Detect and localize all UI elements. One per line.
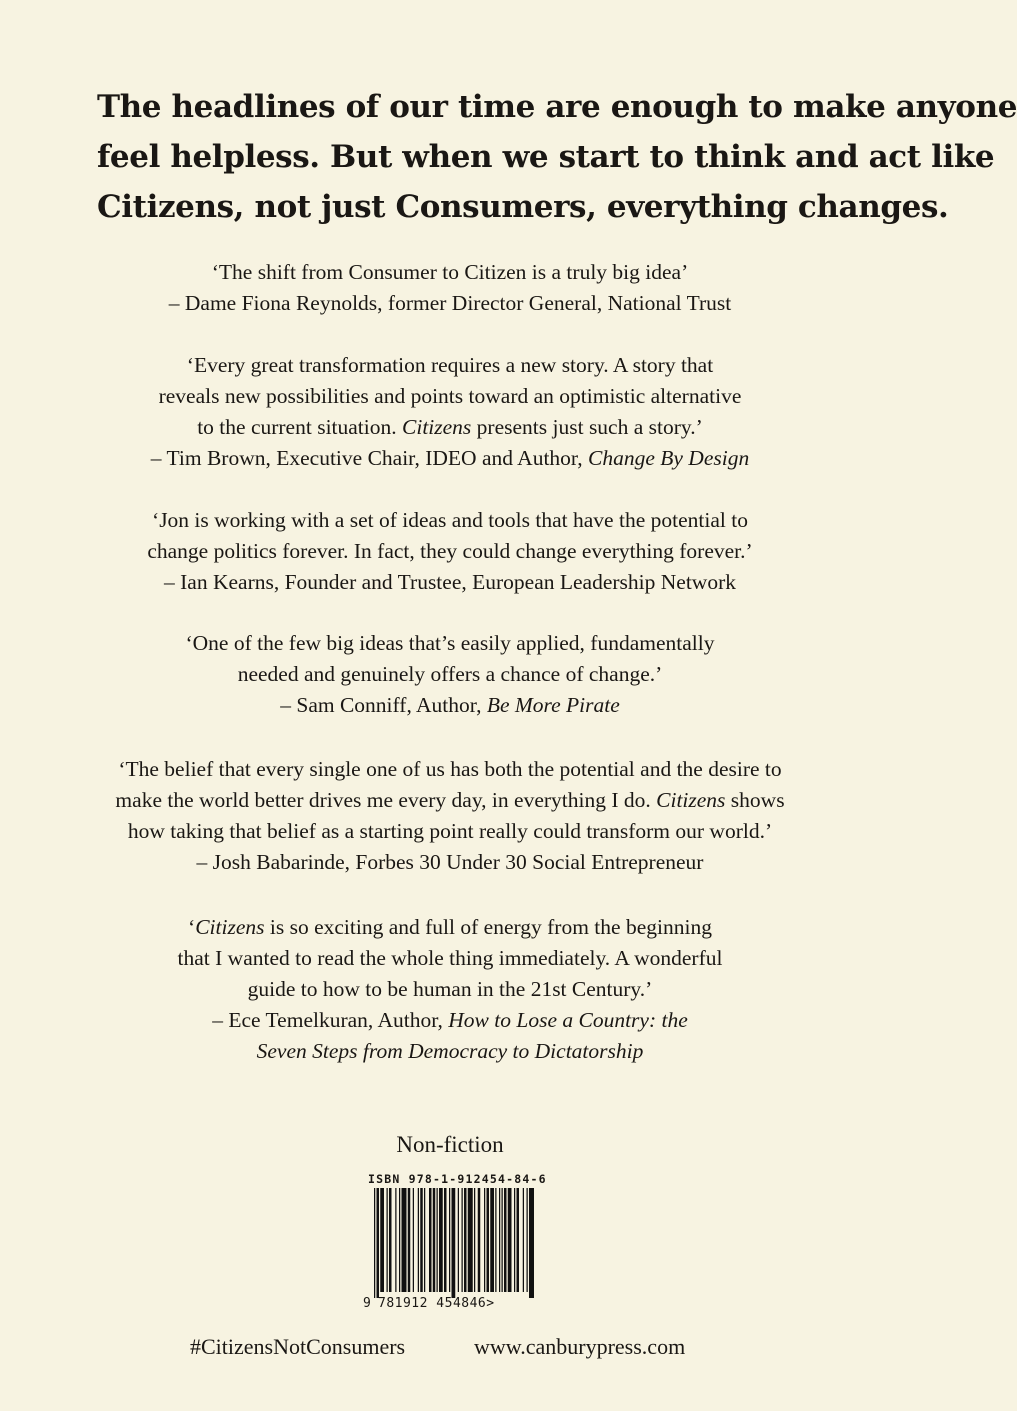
barcode-bar [527, 1188, 528, 1292]
barcode-bar [424, 1188, 425, 1292]
isbn-barcode [360, 1172, 547, 1318]
book-title: Change By Design [587, 446, 750, 470]
quote-text: ‘The shift from Consumer to Citizen is a truly big idea’ [211, 260, 689, 284]
quote-attribution: – Sam Conniff, Author, Be More Pirate [280, 693, 620, 717]
book-title: Citizens [402, 415, 472, 439]
isbn-label: ISBN 978-1-912454-84-6 [368, 1172, 547, 1186]
barcode-bar [514, 1188, 515, 1292]
quote-text: reveals new possibilities and points toward an optimistic alternative [158, 384, 742, 408]
quote-text: make the world better drives me every day, in everything I do. Citizens shows [115, 788, 785, 812]
barcode-bar [444, 1188, 447, 1292]
website-url[interactable]: www.canburypress.com [474, 1334, 686, 1359]
barcode-bar [487, 1188, 490, 1292]
barcode-bar [508, 1188, 512, 1292]
barcode-bar [484, 1188, 485, 1292]
book-title: Seven Steps from Democracy to Dictatorship [256, 1039, 644, 1063]
endorsement-temelkuran [0, 912, 900, 1067]
barcode-bar [380, 1188, 384, 1292]
barcode-bar [452, 1188, 456, 1298]
barcode-bar [399, 1188, 400, 1292]
barcode-bar [458, 1188, 459, 1292]
barcode-bar [437, 1188, 438, 1292]
quote-text: ‘Citizens is so exciting and full of energy from the beginning [188, 915, 712, 939]
endorsement-kearns [0, 505, 900, 598]
quote-text: ‘One of the few big ideas that’s easily applied, fundamentally [185, 631, 715, 655]
book-title: Citizens [656, 788, 726, 812]
book-title: Citizens [195, 915, 265, 939]
barcode-bar [468, 1188, 473, 1292]
barcode-bar [478, 1188, 481, 1292]
barcode-bar [439, 1188, 443, 1292]
barcode-bar [377, 1188, 380, 1298]
barcode-bar [374, 1188, 375, 1298]
endorsement-brown [0, 350, 900, 474]
barcode-bar [523, 1188, 524, 1292]
barcode-bar [462, 1188, 463, 1292]
barcode-bar [517, 1188, 520, 1292]
headline-line: feel helpless. But when we start to think and act like [97, 139, 995, 175]
barcode-bar [402, 1188, 407, 1292]
barcode-bar [433, 1188, 436, 1292]
quote-text: needed and genuinely offers a chance of change.’ [237, 662, 663, 686]
quote-attribution: – Dame Fiona Reynolds, former Director General, National Trust [168, 291, 732, 315]
endorsement-reynolds [0, 257, 900, 319]
quote-text: ‘Jon is working with a set of ideas and tools that have the potential to [152, 508, 748, 532]
barcode-bar [429, 1188, 432, 1292]
endorsement-babarinde [0, 754, 900, 878]
quote-attribution [0, 1036, 900, 1067]
barcode-digits: 781912 454846> [378, 1296, 495, 1311]
barcode-bar [495, 1188, 496, 1292]
quote-text: ‘The belief that every single one of us has both the potential and the desire to [118, 757, 782, 781]
barcode-bar [474, 1188, 475, 1292]
quote-attribution: – Ece Temelkuran, Author, How to Lose a Country: the [212, 1008, 688, 1032]
quote-text: ‘Every great transformation requires a new story. A story that [186, 353, 714, 377]
barcode-bar [418, 1188, 419, 1292]
quote-text: change politics forever. In fact, they could change everything forever.’ [147, 539, 753, 563]
barcode-bar [529, 1188, 534, 1298]
barcode-lead-digit: 9 [363, 1296, 372, 1311]
barcode-bar [387, 1188, 388, 1292]
book-title: How to Lose a Country: the [448, 1008, 688, 1032]
hashtag: #CitizensNotConsumers [190, 1334, 406, 1359]
barcode-bar [449, 1188, 450, 1292]
barcode-bar [464, 1188, 467, 1292]
endorsement-conniff [0, 628, 900, 721]
genre-label: Non-fiction [396, 1132, 504, 1157]
quote-text: guide to how to be human in the 21st Century.’ [247, 977, 653, 1001]
book-title: Be More Pirate [486, 693, 620, 717]
headline [97, 82, 1017, 232]
headline-line: The headlines of our time are enough to make anyone [97, 89, 1017, 125]
barcode-bar [502, 1188, 503, 1292]
quote-text: how taking that belief as a starting point really could transform our world.’ [127, 819, 773, 843]
barcode-bar [499, 1188, 500, 1292]
barcode-bar [504, 1188, 507, 1292]
quote-text: to the current situation. Citizens presents just such a story.’ [197, 415, 703, 439]
barcode-bar [408, 1188, 411, 1292]
barcode-bar [395, 1188, 396, 1292]
barcode-bar [420, 1188, 423, 1292]
barcode-bar [413, 1188, 414, 1292]
barcode-bar [389, 1188, 392, 1292]
quote-attribution: – Josh Babarinde, Forbes 30 Under 30 Social Entrepreneur [196, 850, 704, 874]
quote-attribution: – Ian Kearns, Founder and Trustee, European Leadership Network [164, 570, 736, 594]
quote-attribution: – Tim Brown, Executive Chair, IDEO and Author, Change By Design [150, 446, 750, 470]
barcode-bar [490, 1188, 494, 1292]
quote-text: that I wanted to read the whole thing immediately. A wonderful [177, 946, 723, 970]
headline-line: Citizens, not just Consumers, everything changes. [97, 189, 949, 225]
